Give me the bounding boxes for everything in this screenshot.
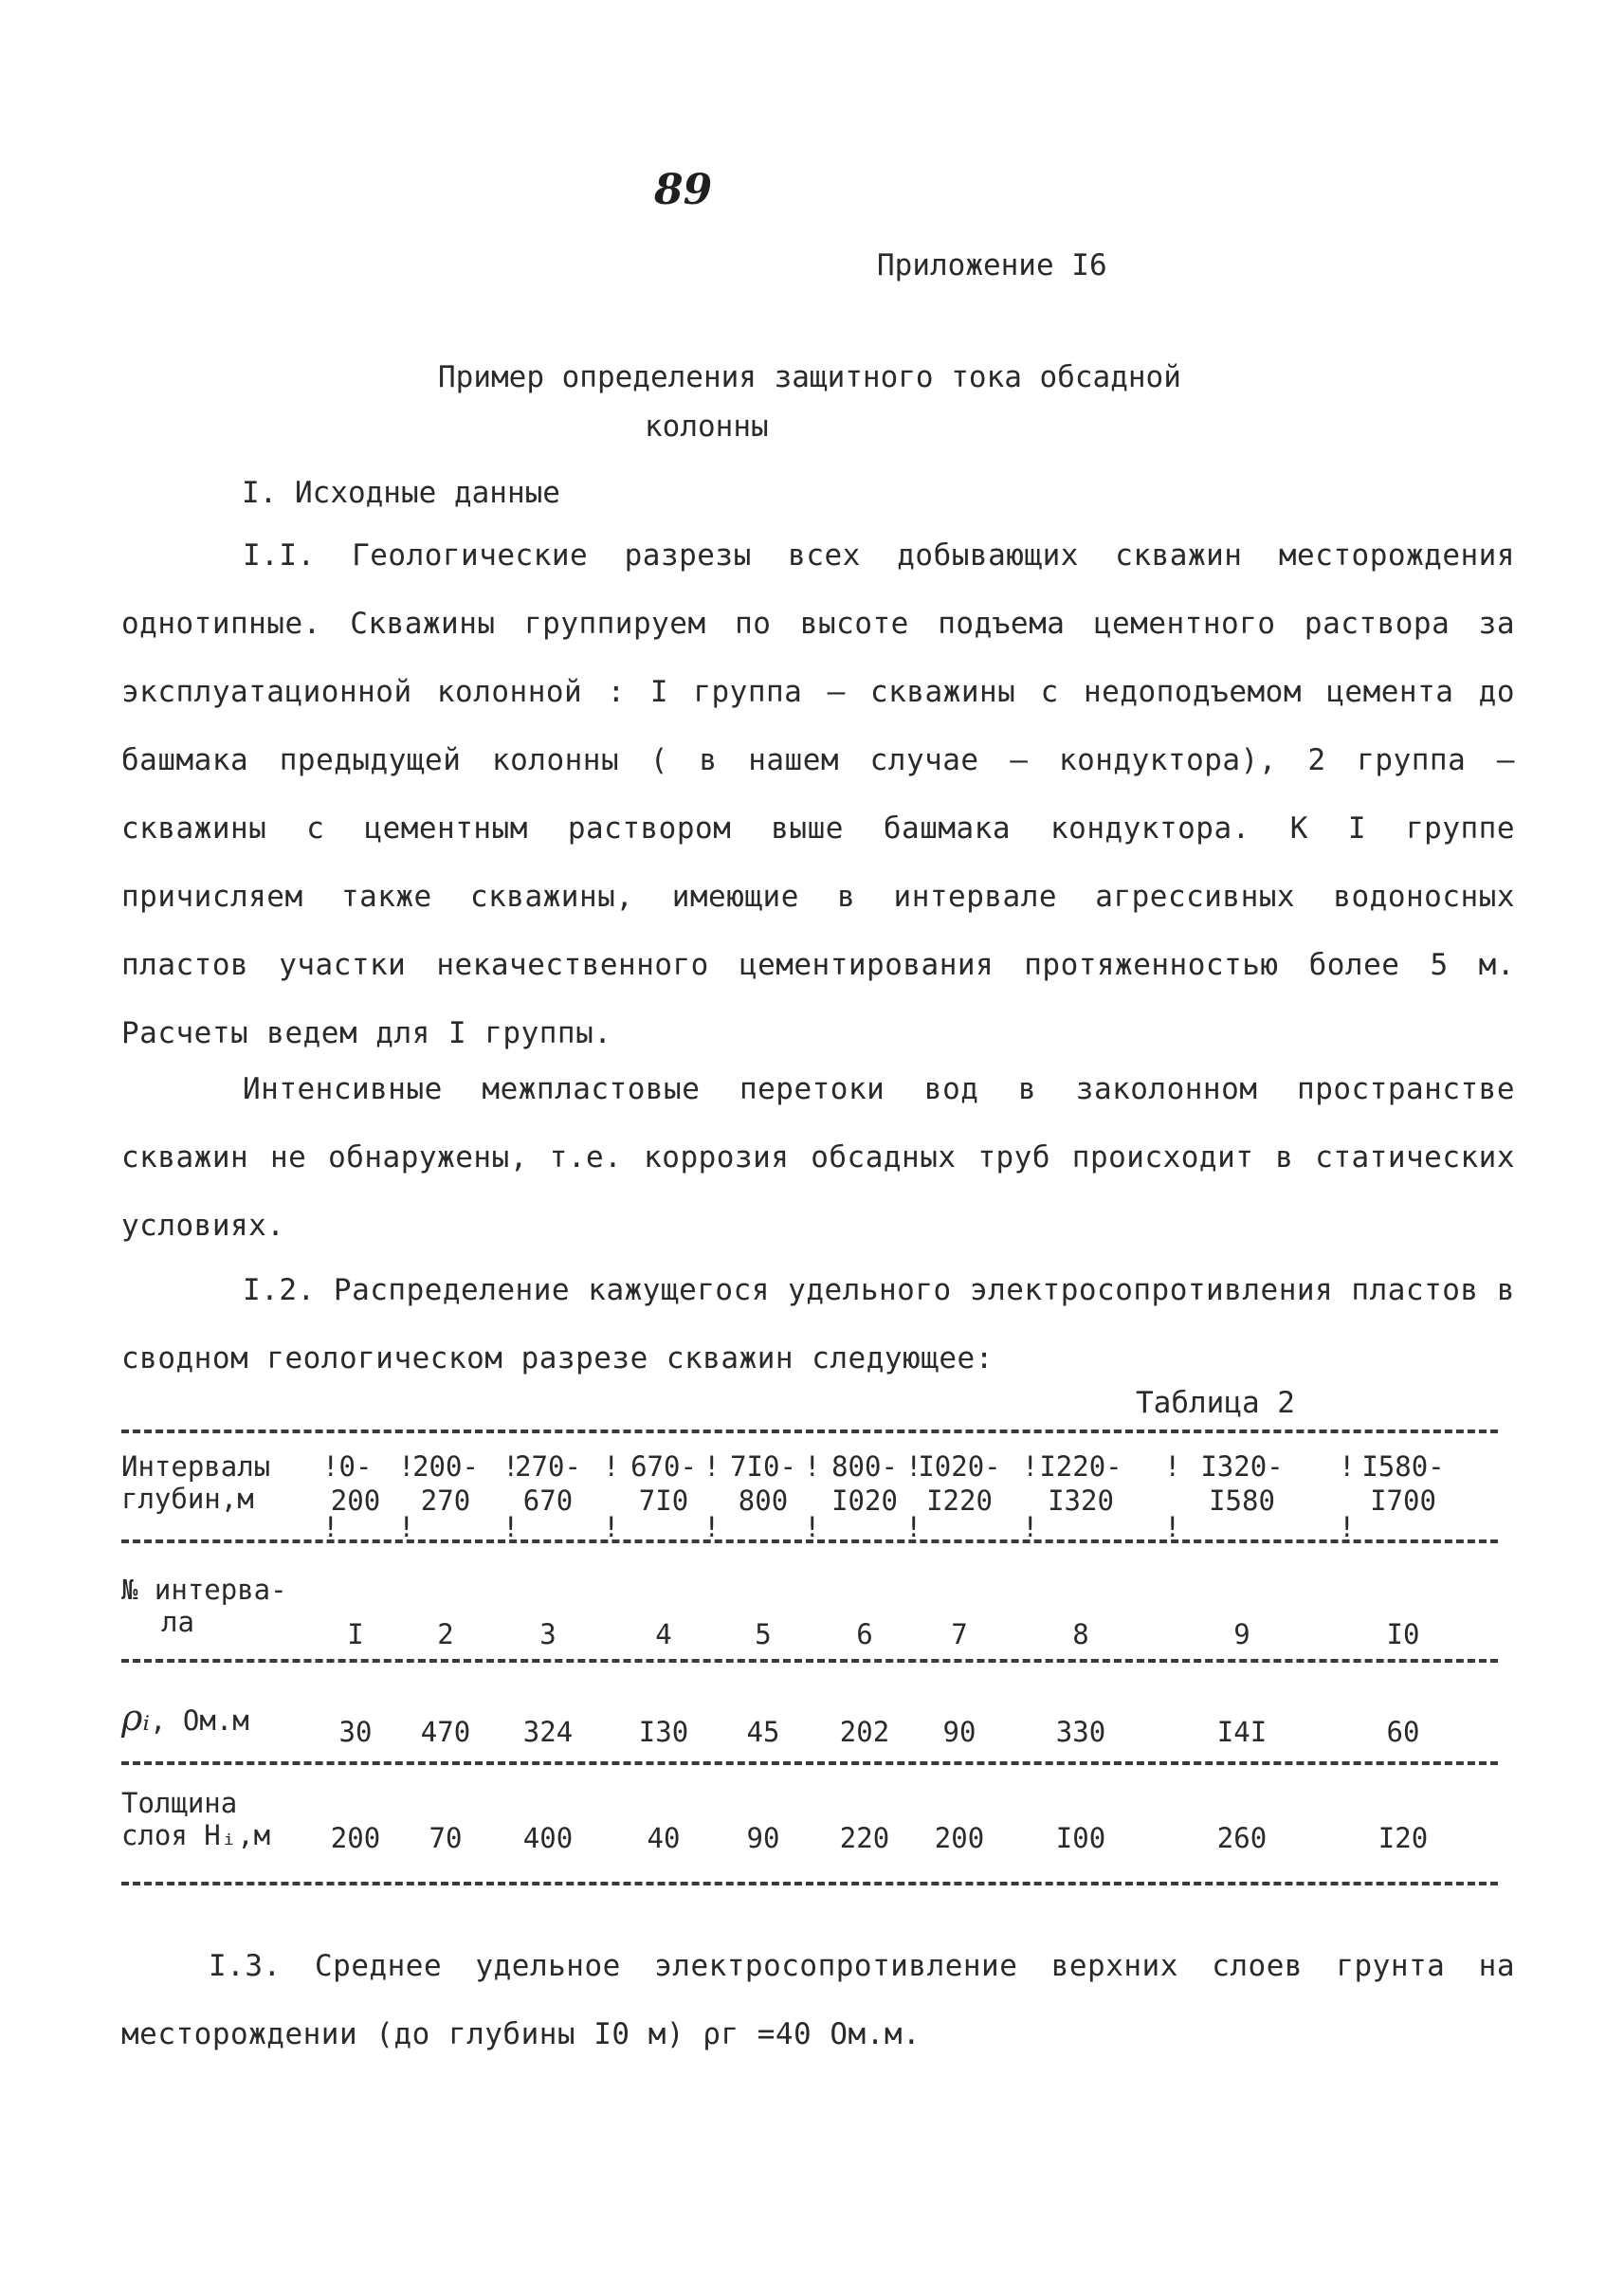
interval-number: I [347, 1618, 364, 1650]
interval-depth-top: I020- [918, 1450, 1001, 1483]
column-separator: ! [1022, 1511, 1039, 1543]
interval-depth-bottom: 670 [522, 1484, 574, 1517]
table-caption: Таблица 2 [1136, 1386, 1295, 1420]
thickness-value: I20 [1378, 1822, 1429, 1854]
resistivity-value: 202 [839, 1716, 890, 1748]
row-label-resistivity: ρᵢ, Ом.м [121, 1697, 249, 1739]
column-separator: ! [905, 1450, 922, 1483]
interval-depth-top: 800- [831, 1450, 898, 1483]
row-label-thickness: Толщина слоя Hᵢ,м [121, 1787, 271, 1851]
table-rule [121, 1659, 1498, 1663]
interval-number: 5 [755, 1618, 772, 1650]
interval-depth-bottom: I020 [831, 1484, 898, 1517]
interval-depth-top: 7I0- [730, 1450, 796, 1483]
interval-depth-top: 0- [338, 1450, 373, 1483]
interval-depth-bottom: I320 [1048, 1484, 1114, 1517]
interval-depth-top: I580- [1361, 1450, 1445, 1483]
interval-number: I0 [1386, 1618, 1420, 1650]
column-separator: ! [804, 1450, 821, 1483]
interval-number: 8 [1072, 1618, 1089, 1650]
thickness-value: 260 [1216, 1822, 1268, 1854]
column-separator: ! [1164, 1450, 1181, 1483]
interval-depth-top: I220- [1039, 1450, 1122, 1483]
resistivity-value: 330 [1055, 1716, 1106, 1748]
interval-depth-bottom: 270 [420, 1484, 471, 1517]
column-separator: ! [1164, 1511, 1181, 1543]
interval-number: 9 [1233, 1618, 1250, 1650]
thickness-value: 70 [429, 1822, 463, 1854]
thickness-value: 400 [522, 1822, 574, 1854]
document-title-line-2: колонны [645, 410, 769, 444]
interval-number: 7 [951, 1618, 968, 1650]
column-separator: ! [703, 1450, 721, 1483]
paragraph-1-2: I.2. Распределение кажущегося удельного электросопротивления пластов в сводном геологическом разрезе скважин следующее: [121, 1273, 1515, 1375]
interval-depth-top: 200- [412, 1450, 479, 1483]
column-separator: ! [322, 1511, 339, 1543]
interval-depth-bottom: I580 [1209, 1484, 1275, 1517]
resistivity-value: 324 [522, 1716, 574, 1748]
interval-depth-bottom: I700 [1370, 1484, 1436, 1517]
interval-depth-bottom: I220 [926, 1484, 993, 1517]
column-separator: ! [703, 1511, 721, 1543]
interval-depth-bottom: 200 [330, 1484, 381, 1517]
resistivity-value: 30 [338, 1716, 373, 1748]
thickness-value: I00 [1055, 1822, 1106, 1854]
interval-depth-top: 270- [515, 1450, 581, 1483]
table-rule-top [121, 1430, 1498, 1433]
interval-depth-bottom: 7I0 [638, 1484, 689, 1517]
thickness-value: 40 [647, 1822, 681, 1854]
resistivity-value: 90 [942, 1716, 976, 1748]
interval-depth-top: 670- [630, 1450, 697, 1483]
section-heading: I. Исходные данные [242, 476, 560, 510]
resistivity-value: 470 [420, 1716, 471, 1748]
resistivity-value: 60 [1386, 1716, 1420, 1748]
column-separator: ! [905, 1511, 922, 1543]
column-separator: ! [398, 1450, 415, 1483]
resistivity-value: 45 [746, 1716, 780, 1748]
column-separator: ! [1339, 1511, 1356, 1543]
resistivity-value: I30 [638, 1716, 689, 1748]
row-label-number: № интерва- ла [121, 1574, 287, 1638]
column-separator: ! [603, 1511, 620, 1543]
paragraph-1-1: I.I. Геологические разрезы всех добывающих скважин месторождения однотипные. Скважины группируем по высоте подъема цементного раствора за эксплуатационной колонной : I группа – скважины с недоподъемом цемента до башмака предыдущей колонны ( в нашем случае – кондуктора), 2 группа – скважины с цементным раствором выше башмака кондуктора. К I группе причисляем также скважины, имеющие в интервале агрессивных водоносных пластов участки некачественного цементирования протяженностью более 5 м. Расчеты ведем для I группы. [121, 538, 1515, 1050]
interval-depth-bottom: 800 [738, 1484, 789, 1517]
table-rule [121, 1761, 1498, 1765]
column-separator: ! [502, 1450, 520, 1483]
thickness-value: 220 [839, 1822, 890, 1854]
thickness-value: 200 [934, 1822, 985, 1854]
paragraph-flows: Интенсивные межпластовые перетоки вод в заколонном пространстве скважин не обнаружены, т.е. коррозия обсадных труб происходит в статических условиях. [121, 1072, 1515, 1243]
paragraph-1-3: I.3. Среднее удельное электросопротивление верхних слоев грунта на месторождении (до глубины I0 м) ρг =40 Ом.м. [121, 1949, 1515, 2051]
interval-number: 6 [856, 1618, 873, 1650]
resistivity-value: I4I [1216, 1716, 1268, 1748]
document-title-line-1: Пример определения защитного тока обсадной [438, 360, 1181, 394]
column-separator: ! [502, 1511, 520, 1543]
thickness-value: 200 [330, 1822, 381, 1854]
page-number: 89 [654, 166, 713, 214]
interval-number: 2 [437, 1618, 454, 1650]
interval-number: 4 [655, 1618, 672, 1650]
table-rule-bottom [121, 1882, 1498, 1885]
column-separator: ! [804, 1511, 821, 1543]
interval-number: 3 [539, 1618, 557, 1650]
column-separator: ! [1022, 1450, 1039, 1483]
thickness-value: 90 [746, 1822, 780, 1854]
column-separator: ! [322, 1450, 339, 1483]
column-separator: ! [398, 1511, 415, 1543]
column-separator: ! [1339, 1450, 1356, 1483]
row-label-intervals: Интервалы глубин,м [121, 1450, 271, 1515]
appendix-label: Приложение I6 [877, 248, 1107, 282]
column-separator: ! [603, 1450, 620, 1483]
interval-depth-top: I320- [1200, 1450, 1284, 1483]
